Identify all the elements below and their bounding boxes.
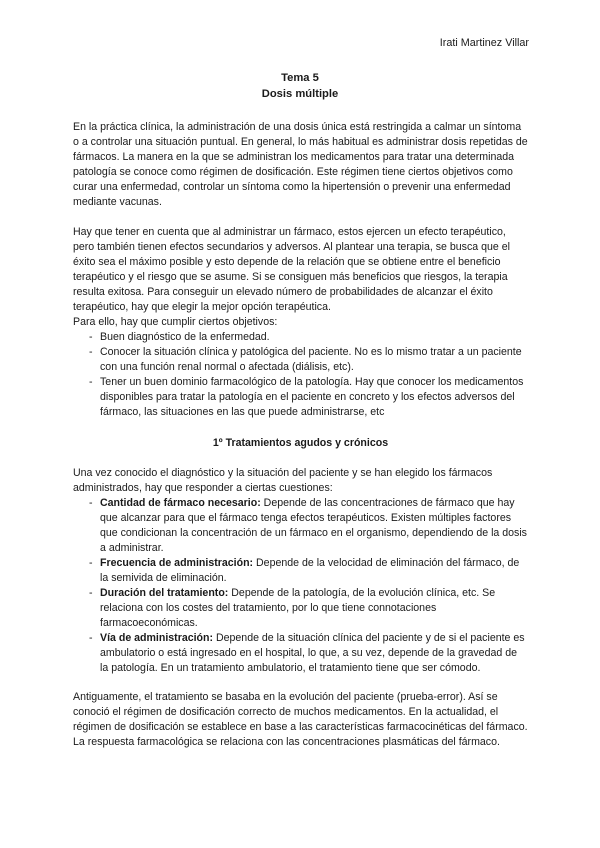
therapy-paragraph: Hay que tener en cuenta que al administrar un fármaco, estos ejercen un efecto terapéutico, pero también tienen efectos secundarios y adversos. Al plantear una terapia, se busca que el éxito sea el máximo posible y esto depende de la relación que se obtiene entre el beneficio terapéutico y el riesgo que se asume. Si se consiguen más beneficios que riesgos, la terapia resulta exitosa. Para conseguir un elevado número de probabilidades de alcanzar el éxito terapéutico, hay que elegir la mejor opción terapéutica.	[73, 226, 510, 313]
question-text: Depende de la patología, de la evolución clínica, etc. Se relaciona con los costes del tratamiento, por lo que tiene connotaciones farmacoeconómicas.	[100, 587, 496, 629]
list-item	[73, 556, 528, 586]
list-item: - Buen diagnóstico de la enfermedad.	[73, 330, 528, 345]
list-item	[73, 586, 528, 631]
question-text: Depende de la velocidad de eliminación del fármaco, de la semivida de eliminación.	[100, 557, 520, 584]
document-body	[73, 120, 528, 750]
objectives-list	[73, 330, 528, 420]
intro-paragraph: En la práctica clínica, la administración de una dosis única está restringida a calmar un síntoma o a controlar una situación puntual. En general, lo más habitual es administrar dosis repetidas de fármacos. La manera en la que se administran los medicamentos para tratar una determinada patología se conoce como régimen de dosificación. Este régimen tiene ciertos objetivos como curar una enfermedad, controlar un síntoma como la hipertensión o prevenir una enfermedad mediante vacunas.	[73, 121, 528, 208]
list-item: - Conocer la situación clínica y patológica del paciente. No es lo mismo tratar a un paciente con una función renal normal o afectada (diálisis, etc).	[73, 345, 528, 375]
section-heading: 1º Tratamientos agudos y crónicos	[212, 437, 389, 449]
topic-title: Dosis múltiple	[261, 88, 339, 100]
list-item	[73, 496, 528, 556]
list-item: - Tener un buen dominio farmacológico de la patología. Hay que conocer los medicamentos disponibles para tratar la patología en el paciente en concreto y los efectos adversos del fármaco, las situaciones en las que puede administrarse, etc	[73, 375, 528, 420]
question-term: Cantidad de fármaco necesario:	[100, 497, 261, 509]
list-item	[73, 631, 528, 676]
closing-paragraph: Antiguamente, el tratamiento se basaba en la evolución del paciente (prueba-error). Así se conoció el régimen de dosificación correcto de muchos medicamentos. En la actualidad, el régimen de dosificación se establece en base a las características farmacocinéticas del fármaco. La respuesta farmacológica se relaciona con las concentraciones plasmáticas del fármaco.	[73, 691, 528, 748]
question-term: Duración del tratamiento:	[100, 587, 229, 599]
topic-number: Tema 5	[281, 72, 319, 84]
document-title	[0, 70, 600, 102]
author-name: Irati Martinez Villar	[439, 37, 529, 49]
question-text: Depende de la situación clínica del paciente y de si el paciente es ambulatorio o está ingresado en el hospital, lo que, a su vez, depende de la gravedad de la patología. En un tratamiento ambulatorio, el tratamiento tiene que ser cómodo.	[100, 632, 525, 674]
questions-list	[73, 496, 528, 676]
objectives-lead: Para ello, hay que cumplir ciertos objetivos:	[73, 316, 278, 328]
question-term: Frecuencia de administración:	[100, 557, 254, 569]
questions-lead: Una vez conocido el diagnóstico y la situación del paciente y se han elegido los fármacos administrados, hay que responder a ciertas cuestiones:	[73, 467, 493, 494]
question-text: Depende de las concentraciones de fármaco que hay que alcanzar para que el fármaco tenga efectos terapéuticos. Existen múltiples factores que condicionan la concentración de un fármaco en el organismo, dependiendo de la dosis a administrar.	[100, 497, 527, 554]
question-term: Vía de administración:	[100, 632, 214, 644]
